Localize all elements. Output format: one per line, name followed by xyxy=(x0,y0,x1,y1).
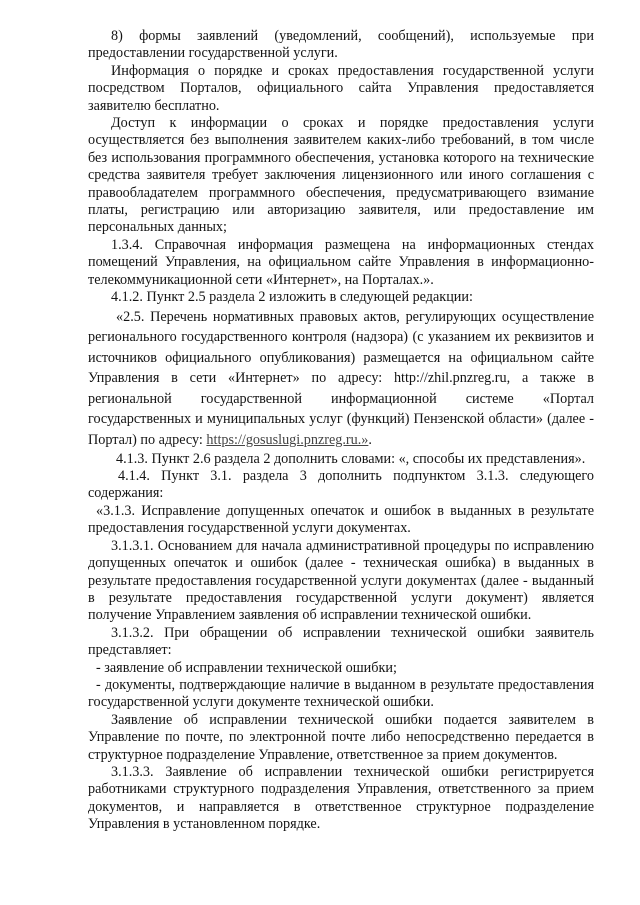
paragraph-3-1-3-1: 3.1.3.1. Основанием для начала административной процедуры по исправлению допущенных опечаток и ошибок (далее - техническая ошибка) в выданных в результате предоставления государственной услуги документах (далее - выданный в результате предоставления государственной услуги документ) является получение Управлением заявления об исправлении технической ошибки. xyxy=(88,537,594,624)
paragraph-submission: Заявление об исправлении технической ошибки подается заявителем в Управление по почте, по электронной почте либо непосредственно передается в структурное подразделение Управление, ответственное за прием документов. xyxy=(88,711,594,763)
paragraph-3-1-3: «3.1.3. Исправление допущенных опечаток и ошибок в выданных в результате предоставления государственной услуги документах. xyxy=(88,502,594,537)
paragraph-1-3-4: 1.3.4. Справочная информация размещена на информационных стендах помещений Управления, на официальном сайте Управления в информационно-телекоммуникационной сети «Интернет», на Порталах.». xyxy=(88,236,594,288)
document-page xyxy=(88,28,594,834)
portal-link[interactable]: https://gosuslugi.pnzreg.ru.» xyxy=(206,432,369,449)
paragraph-2-5-end: . xyxy=(368,432,372,449)
paragraph-2-5-text: «2.5. Перечень нормативных правовых актов, регулирующих осуществление регионального государственного контроля (надзора) (с указанием их реквизитов и источников официального опубликования) размещается на официальном сайте Управления в сети «Интернет» по адресу: http://zhil.pnzreg.ru, а также в региональной государственной информационной системе «Портал государственных и муниципальных услуг (функций) Пензенской области» (далее - Портал) по адресу: xyxy=(88,308,594,449)
paragraph-3-1-3-2: 3.1.3.2. При обращении об исправлении технической ошибки заявитель представляет: xyxy=(88,624,594,659)
paragraph-forms: 8) формы заявлений (уведомлений, сообщений), используемые при предоставлении государственной услуги. xyxy=(88,28,594,62)
paragraph-3-1-3-3: 3.1.3.3. Заявление об исправлении технической ошибки регистрируется работниками структурного подразделения Управления, ответственного за прием документов, и направляется в ответственное структурное подразделение Управления в установленном порядке. xyxy=(88,763,594,833)
paragraph-access: Доступ к информации о сроках и порядке предоставления услуги осуществляется без выполнения заявителем каких-либо требований, в том числе без использования программного обеспечения, установка которого на технические средства заявителя требует заключения лицензионного или иного соглашения с правообладателем программного обеспечения, предусматривающего взимание платы, регистрацию или авторизацию заявителя, или предоставление им персональных данных; xyxy=(88,115,594,236)
list-item-application: - заявление об исправлении технической ошибки; xyxy=(96,659,397,676)
list-item-documents: - документы, подтверждающие наличие в выданном в результате предоставления государственной услуги документе технической ошибки. xyxy=(88,676,594,711)
paragraph-4-1-4: 4.1.4. Пункт 3.1. раздела 3 дополнить подпунктом 3.1.3. следующего содержания: xyxy=(88,468,594,502)
paragraph-4-1-3: 4.1.3. Пункт 2.6 раздела 2 дополнить словами: «, способы их представления». xyxy=(116,450,586,467)
paragraph-4-1-2: 4.1.2. Пункт 2.5 раздела 2 изложить в следующей редакции: xyxy=(111,289,473,306)
paragraph-2-5 xyxy=(88,307,594,451)
paragraph-info-free: Информация о порядке и сроках предоставления государственной услуги посредством Порталов, официального сайта Управления предоставляется заявителю бесплатно. xyxy=(88,62,594,114)
